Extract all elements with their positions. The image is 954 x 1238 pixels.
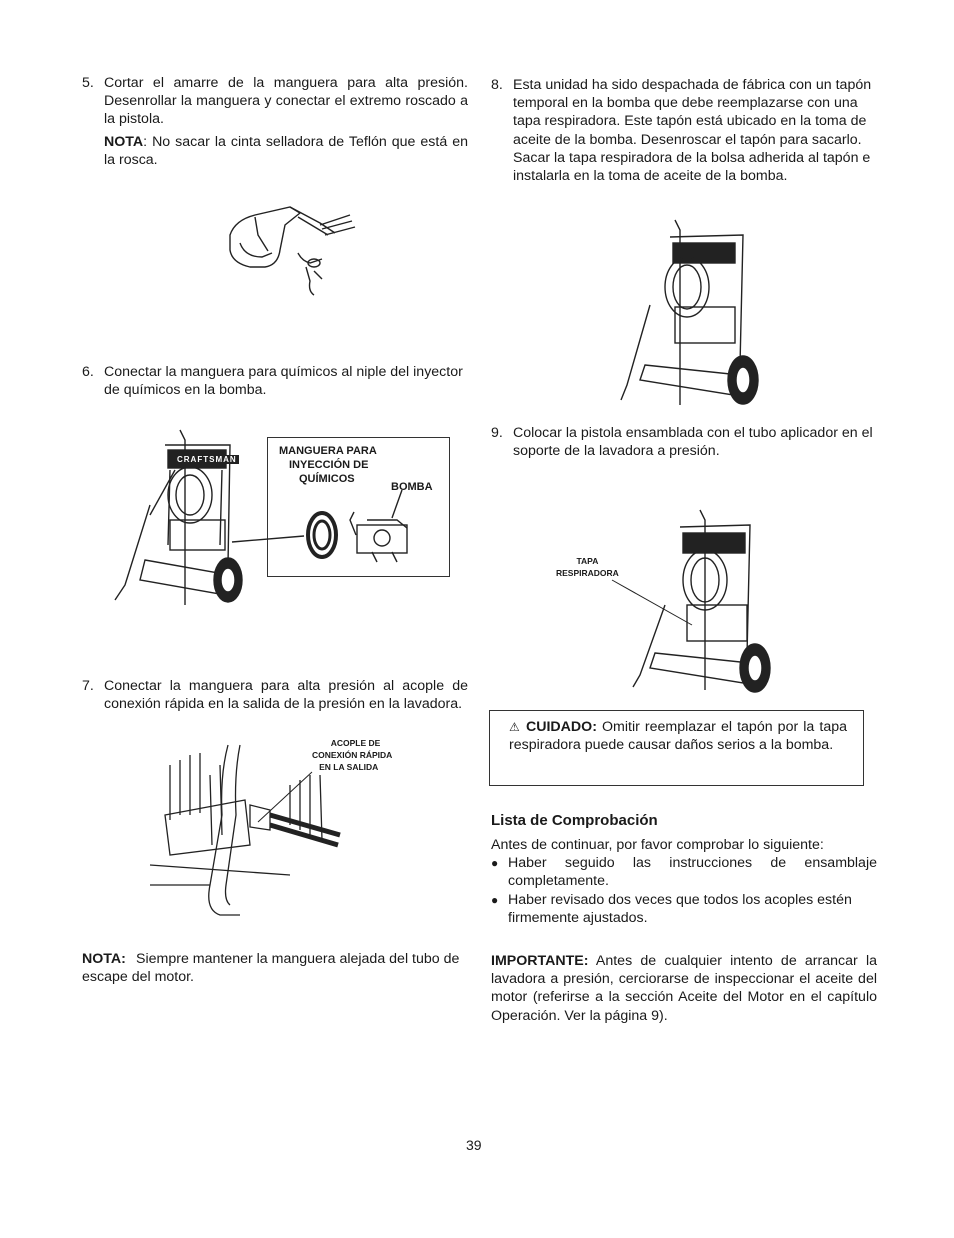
step-5: [82, 74, 468, 169]
checklist-intro: Antes de continuar, por favor comprobar lo siguiente:: [491, 837, 824, 853]
checklist-heading: Lista de Comprobación: [491, 812, 658, 829]
breather-cap-label: TAPA RESPIRADORA: [556, 556, 619, 578]
chem-hose-pump-illustration: [232, 490, 442, 575]
important-note: [491, 952, 877, 1025]
step-text: Esta unidad ha sido despachada de fábrica con un tapón temporal en la bomba que debe reemplazarse con una tapa respiradora. Este tapón está ubicado en la toma de aceite de la bomba. Desenroscar el tapón para sacarlo. Sacar la tapa respiradora de la bolsa adherida al tapón e instalarla en la toma de aceite de la bomba.: [513, 77, 872, 185]
note-paragraph: [104, 133, 468, 169]
note-label: NOTA: [104, 133, 144, 150]
step-number: 6.: [82, 364, 94, 380]
step-text: Conectar la manguera para químicos al niple del inyector de químicos en la bomba.: [104, 364, 463, 399]
caution-text: Omitir reemplazar el tapón por la tapa respiradora puede causar daños serios a la bomba.: [509, 719, 847, 754]
breather-leader-line: [612, 580, 702, 630]
note-exhaust: [82, 950, 468, 986]
step-number: 9.: [491, 425, 503, 441]
step-text: Cortar el amarre de la manguera para alta presión. Desenrollar la manguera y conectar el extremo roscado a la pistola.: [104, 75, 468, 128]
coupler-label: ACOPLE DE CONEXIÓN RÁPIDA EN LA SALIDA: [312, 738, 393, 772]
note-text: : No sacar la cinta selladora de Teflón que está en la rosca.: [104, 133, 468, 168]
step-6: [82, 363, 468, 399]
important-label: IMPORTANTE:: [491, 953, 589, 969]
pressure-washer-illustration: [615, 215, 765, 410]
caution-text-block: [509, 718, 847, 754]
spray-gun-illustration: [210, 195, 360, 305]
checklist: [491, 836, 877, 927]
step-7: [82, 677, 468, 713]
step-number: 8.: [491, 77, 503, 93]
warning-icon: ⚠: [509, 720, 521, 734]
bullet-icon: ●: [491, 892, 499, 907]
checklist-item: ● Haber seguido las instrucciones de ensamblaje completamente.: [491, 855, 877, 890]
coupler-leader-line: [250, 772, 320, 827]
checklist-item: ● Haber revisado dos veces que todos los acoples estén firmemente ajustados.: [491, 891, 852, 926]
note-label: NOTA:: [82, 951, 126, 967]
step-text: Conectar la manguera para alta presión al acople de conexión rápida en la salida de la presión en la lavadora.: [104, 678, 468, 713]
chem-hose-label: MANGUERA PARA INYECCIÓN DE QUÍMICOS: [279, 445, 377, 485]
step-number: 5.: [82, 75, 94, 91]
step-text: Colocar la pistola ensamblada con el tubo aplicador en el soporte de la lavadora a presión.: [513, 425, 873, 460]
brand-label: CRAFTSMAN: [177, 455, 237, 464]
caution-label: CUIDADO:: [526, 719, 597, 735]
step-8: [491, 76, 877, 185]
step-number: 7.: [82, 678, 94, 694]
bullet-icon: ●: [491, 856, 499, 871]
page-number: 39: [466, 1137, 482, 1153]
pump-label: BOMBA: [391, 481, 433, 493]
important-text: Antes de cualquier intento de arrancar la lavadora a presión, cerciorarse de inspeccionar el aceite del motor (referirse a la sección Aceite del Motor en el capítulo Operación. Ver la página 9).: [491, 953, 877, 1024]
note-text: Siempre mantener la manguera alejada del tubo de escape del motor.: [82, 951, 460, 986]
pressure-washer-illustration: [110, 425, 250, 610]
step-9: [491, 424, 877, 460]
